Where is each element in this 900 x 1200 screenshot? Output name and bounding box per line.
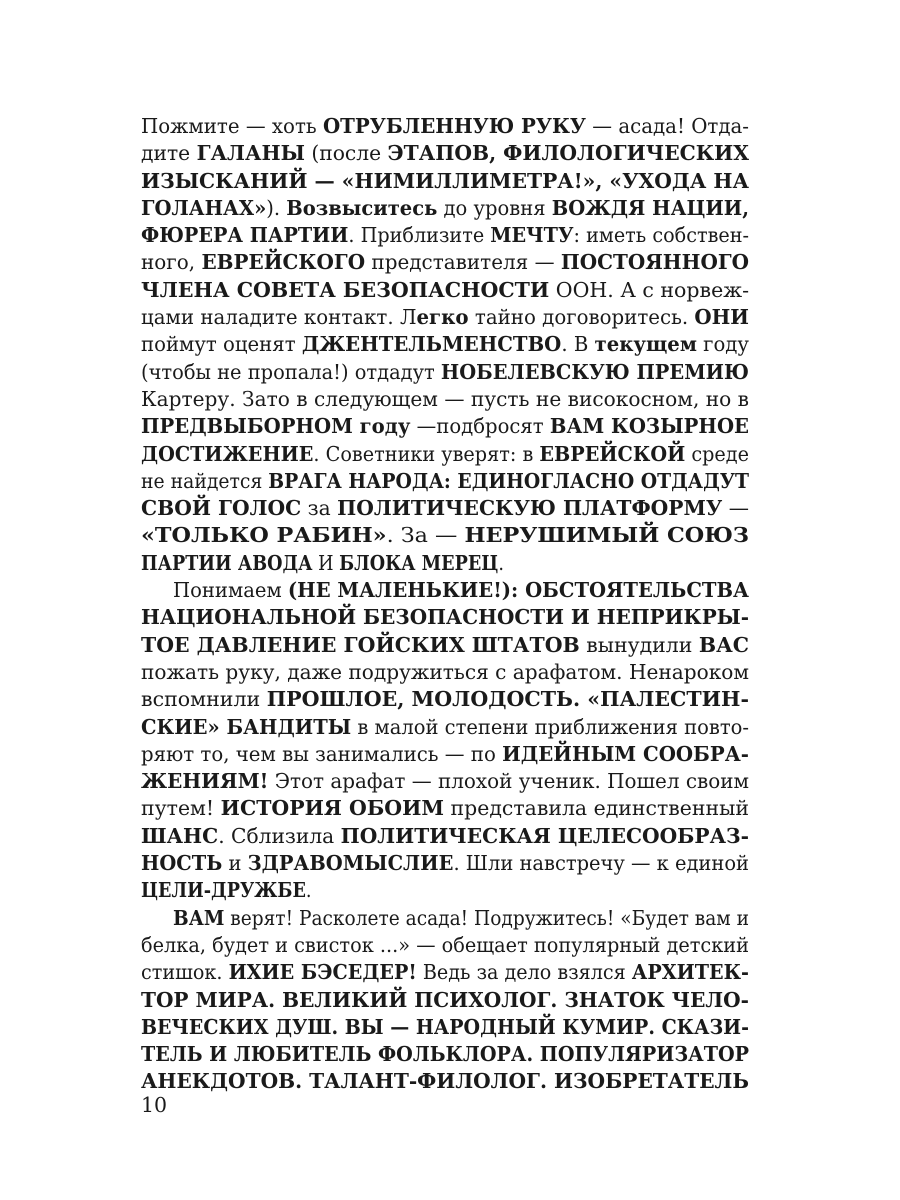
text-segment: тайно договоритесь.: [468, 305, 695, 330]
text-line: [141, 877, 749, 904]
text-line-content: [141, 386, 749, 413]
bold-segment: СВОЙ ГОЛОС: [141, 496, 302, 521]
text-segment: . Сблизила: [218, 823, 341, 848]
bold-segment: ДЖЕНТЕЛЬМЕНСТВО: [301, 332, 562, 357]
bold-segment: ЦЕЛИ-ДРУЖБЕ: [141, 878, 306, 903]
bold-segment: ИЗЫСКАНИЙ — «НИМИЛЛИМЕТРА!», «УХОДА НА: [141, 168, 749, 193]
text-line-content: [141, 304, 749, 331]
text-line: [141, 222, 749, 249]
bold-segment: егко: [416, 305, 469, 330]
text-line-content: [173, 905, 749, 932]
text-segment: в малой степени приближения повто-: [351, 714, 749, 739]
text-line-content: [141, 113, 749, 140]
bold-segment: текущем: [594, 332, 697, 357]
text-line: [141, 1041, 749, 1068]
text-segment: вынудили: [579, 632, 699, 657]
bold-segment: ЧЛЕНА СОВЕТА БЕЗОПАСНОСТИ: [141, 277, 550, 302]
bold-segment: НОБЕЛЕВСКУЮ ПРЕМИЮ: [440, 359, 749, 384]
text-segment: Этот арафат — плохой ученик. Пошел своим: [268, 769, 749, 794]
text-segment: . За —: [386, 523, 465, 548]
text-line-content: [141, 1041, 749, 1068]
text-line: [141, 823, 749, 850]
bold-segment: БЛОКА МЕРЕЦ: [339, 550, 499, 575]
text-segment: —подбросят: [410, 414, 550, 439]
bold-segment: «ТОЛЬКО РАБИН»: [141, 523, 387, 548]
page-number: 10: [141, 1093, 168, 1117]
text-line-content: [141, 795, 749, 822]
text-line: [141, 140, 749, 167]
text-line: [141, 1014, 749, 1041]
text-line-content: [141, 877, 312, 904]
text-line-content: [141, 468, 749, 495]
bold-segment: НОСТЬ: [141, 851, 223, 876]
text-line: [141, 741, 749, 768]
text-line: [141, 987, 749, 1014]
bold-segment: ПОЛИТИЧЕСКУЮ ПЛАТФОРМУ: [337, 496, 723, 521]
bold-segment: НЕРУШИМЫЙ СОЮЗ: [464, 523, 749, 548]
text-line: [141, 359, 749, 386]
text-line: [141, 468, 749, 495]
text-line: [141, 632, 749, 659]
text-line-content: [173, 577, 749, 604]
text-segment: среде: [685, 441, 749, 466]
text-line: [141, 550, 749, 577]
text-line-content: [141, 195, 749, 222]
text-line-content: [141, 686, 749, 713]
text-line-content: [141, 741, 749, 768]
bold-segment: ВОЖДЯ НАЦИИ,: [551, 195, 749, 220]
text-segment: представила единственный: [444, 796, 749, 821]
text-line-content: [141, 222, 749, 249]
bold-segment: ПРОШЛОЕ, МОЛОДОСТЬ. «ПАЛЕСТИН-: [266, 687, 749, 712]
text-line-content: [141, 987, 749, 1014]
bold-segment: ПОЛИТИЧЕСКАЯ ЦЕЛЕСООБРАЗ-: [340, 823, 749, 848]
text-line: [141, 304, 749, 331]
text-line-content: [141, 659, 749, 686]
text-segment: представителя —: [365, 250, 561, 275]
text-line-content: [141, 331, 749, 358]
text-line-content: [141, 604, 749, 631]
text-line: [141, 249, 749, 276]
text-segment: —: [722, 496, 749, 521]
bold-segment: ЕВРЕЙСКОГО: [201, 250, 366, 275]
text-segment: дите: [141, 141, 197, 166]
bold-segment: ВАС: [698, 632, 749, 657]
text-segment: вспомнили: [141, 687, 267, 712]
bold-segment: ТОЕ ДАВЛЕНИЕ ГОЙСКИХ ШТАТОВ: [141, 632, 580, 657]
text-segment: Картеру. Зато в следующем — пусть не високосном, но в: [141, 386, 749, 411]
text-line: [141, 1068, 749, 1095]
bold-segment: ВАМ: [173, 905, 225, 930]
text-line: [141, 413, 749, 440]
text-segment: ного,: [141, 250, 202, 275]
text-segment: пожать руку, даже подружиться с арафатом. Ненароком: [141, 659, 749, 684]
text-segment: ООН. А с норвеж-: [549, 277, 749, 302]
text-segment: (после: [304, 141, 388, 166]
bold-segment: ГОЛАНАХ»: [141, 195, 267, 220]
text-segment: : иметь собствен-: [573, 223, 749, 248]
bold-segment: ПАРТИИ АВОДА: [141, 550, 313, 575]
bold-segment: ВРАГА НАРОДА: ЕДИНОГЛАСНО ОТДАДУТ: [268, 468, 749, 493]
bold-segment: СКИЕ» БАНДИТЫ: [141, 714, 352, 739]
text-line: [141, 441, 749, 468]
text-segment: И: [312, 550, 340, 575]
bold-segment: ВЕЧЕСКИХ ДУШ. ВЫ — НАРОДНЫЙ КУМИР. СКАЗИ-: [141, 1014, 749, 1039]
text-line: [141, 604, 749, 631]
text-line: [141, 495, 749, 522]
text-segment: Понимаем: [173, 578, 288, 603]
text-line-content: [141, 850, 749, 877]
text-line-content: [141, 249, 749, 276]
text-segment: .: [305, 878, 312, 903]
bold-segment: ЖЕНИЯМ!: [141, 769, 269, 794]
text-line: [141, 331, 749, 358]
bold-segment: ЭТАПОВ, ФИЛОЛОГИЧЕСКИХ: [387, 141, 749, 166]
text-segment: .: [498, 550, 504, 575]
text-segment: цами наладите контакт. Л: [141, 305, 417, 330]
text-segment: Пожмите — хоть: [141, 114, 323, 138]
text-segment: . В: [561, 332, 595, 357]
text-line-content: [141, 959, 749, 986]
bold-segment: ГАЛАНЫ: [196, 141, 305, 166]
text-line-content: [141, 168, 749, 195]
bold-segment: ИХИЕ БЭСЕДЕР!: [228, 960, 417, 985]
bold-segment: ШАНС: [141, 823, 219, 848]
bold-segment: (НЕ МАЛЕНЬКИЕ!): ОБСТОЯТЕЛЬСТВА: [287, 578, 749, 603]
text-line-content: [141, 1068, 749, 1095]
bold-segment: у: [397, 414, 411, 439]
bold-segment: ВАМ КОЗЫРНОЕ: [549, 414, 749, 439]
text-line: [141, 659, 749, 686]
text-line: [141, 795, 749, 822]
text-segment: верят! Расколете асада! Подружитесь! «Будет вам и: [224, 905, 749, 930]
bold-segment: ТЕЛЬ И ЛЮБИТЕЛЬ ФОЛЬКЛОРА. ПОПУЛЯРИЗАТОР: [141, 1042, 749, 1067]
text-line-content: [141, 495, 749, 522]
text-segment: ).: [266, 195, 287, 220]
text-line-content: [141, 632, 749, 659]
body-text: [141, 113, 749, 1096]
text-segment: поймут оценят: [141, 332, 302, 357]
text-line: [141, 168, 749, 195]
text-line: [141, 714, 749, 741]
text-line-content: [141, 359, 749, 386]
text-segment: году: [696, 332, 749, 357]
bold-segment: ПРЕДВЫБОРНОМ год: [141, 414, 398, 439]
bold-segment: ОТРУБЛЕННУЮ РУКУ: [322, 114, 586, 138]
text-line-content: [141, 277, 749, 304]
text-segment: — асада! Отда-: [585, 114, 749, 138]
text-segment: ряют то, чем вы занимались — по: [141, 741, 503, 766]
text-line: [141, 686, 749, 713]
bold-segment: НАЦИОНАЛЬНОЙ БЕЗОПАСНОСТИ И НЕПРИКРЫ-: [141, 605, 749, 630]
text-segment: и: [222, 851, 248, 876]
bold-segment: ИСТОРИЯ ОБОИМ: [220, 796, 445, 821]
text-line-content: [141, 823, 749, 850]
text-line-content: [141, 413, 749, 440]
text-segment: . Приблизите: [348, 223, 491, 248]
text-segment: за: [301, 496, 338, 521]
bold-segment: ПОСТОЯННОГО: [560, 250, 749, 275]
text-segment: . Советники уверят: в: [313, 441, 540, 466]
text-line: [141, 850, 749, 877]
text-line-content: [141, 1014, 749, 1041]
text-segment: стишок.: [141, 960, 229, 985]
text-line: [141, 386, 749, 413]
text-segment: не найдется: [141, 468, 269, 493]
text-line: [141, 932, 749, 959]
bold-segment: ОНИ: [694, 305, 749, 330]
text-line: [141, 905, 749, 932]
text-line: [141, 577, 749, 604]
bold-segment: ЗДРАВОМЫСЛИЕ: [247, 851, 454, 876]
text-segment: до уровня: [437, 195, 552, 220]
text-segment: Ведь за дело взялся: [416, 960, 632, 985]
bold-segment: ДОСТИЖЕНИЕ: [141, 441, 314, 466]
bold-segment: АРХИТЕК-: [631, 960, 749, 985]
text-line: [141, 113, 749, 140]
text-line-content: [141, 140, 749, 167]
text-line: [141, 522, 749, 549]
text-segment: путем!: [141, 796, 221, 821]
text-line: [141, 277, 749, 304]
bold-segment: ФЮРЕРА ПАРТИИ: [141, 223, 349, 248]
text-line-content: [141, 932, 749, 959]
text-segment: (чтобы не пропала!) отдадут: [141, 359, 441, 384]
bold-segment: Возвыситесь: [286, 195, 438, 220]
text-line-content: [141, 522, 749, 549]
bold-segment: АНЕКДОТОВ. ТАЛАНТ-ФИЛОЛОГ. ИЗОБРЕТАТЕЛЬ: [141, 1069, 749, 1094]
text-line: [141, 768, 749, 795]
bold-segment: ЕВРЕЙСКОЙ: [539, 441, 686, 466]
text-line-content: [141, 441, 749, 468]
text-line-content: [141, 768, 749, 795]
text-line: [141, 959, 749, 986]
bold-segment: ИДЕЙНЫМ СООБРА-: [502, 741, 749, 766]
text-line-content: [141, 714, 749, 741]
bold-segment: МЕЧТУ: [490, 223, 574, 248]
text-line: [141, 195, 749, 222]
text-line-content: [141, 550, 504, 577]
text-segment: . Шли навстречу — к единой: [453, 851, 749, 876]
bold-segment: ТОР МИРА. ВЕЛИКИЙ ПСИХОЛОГ. ЗНАТОК ЧЕЛО-: [141, 987, 749, 1012]
text-segment: белка, будет и свисток ...» — обещает популярный детский: [141, 932, 749, 957]
